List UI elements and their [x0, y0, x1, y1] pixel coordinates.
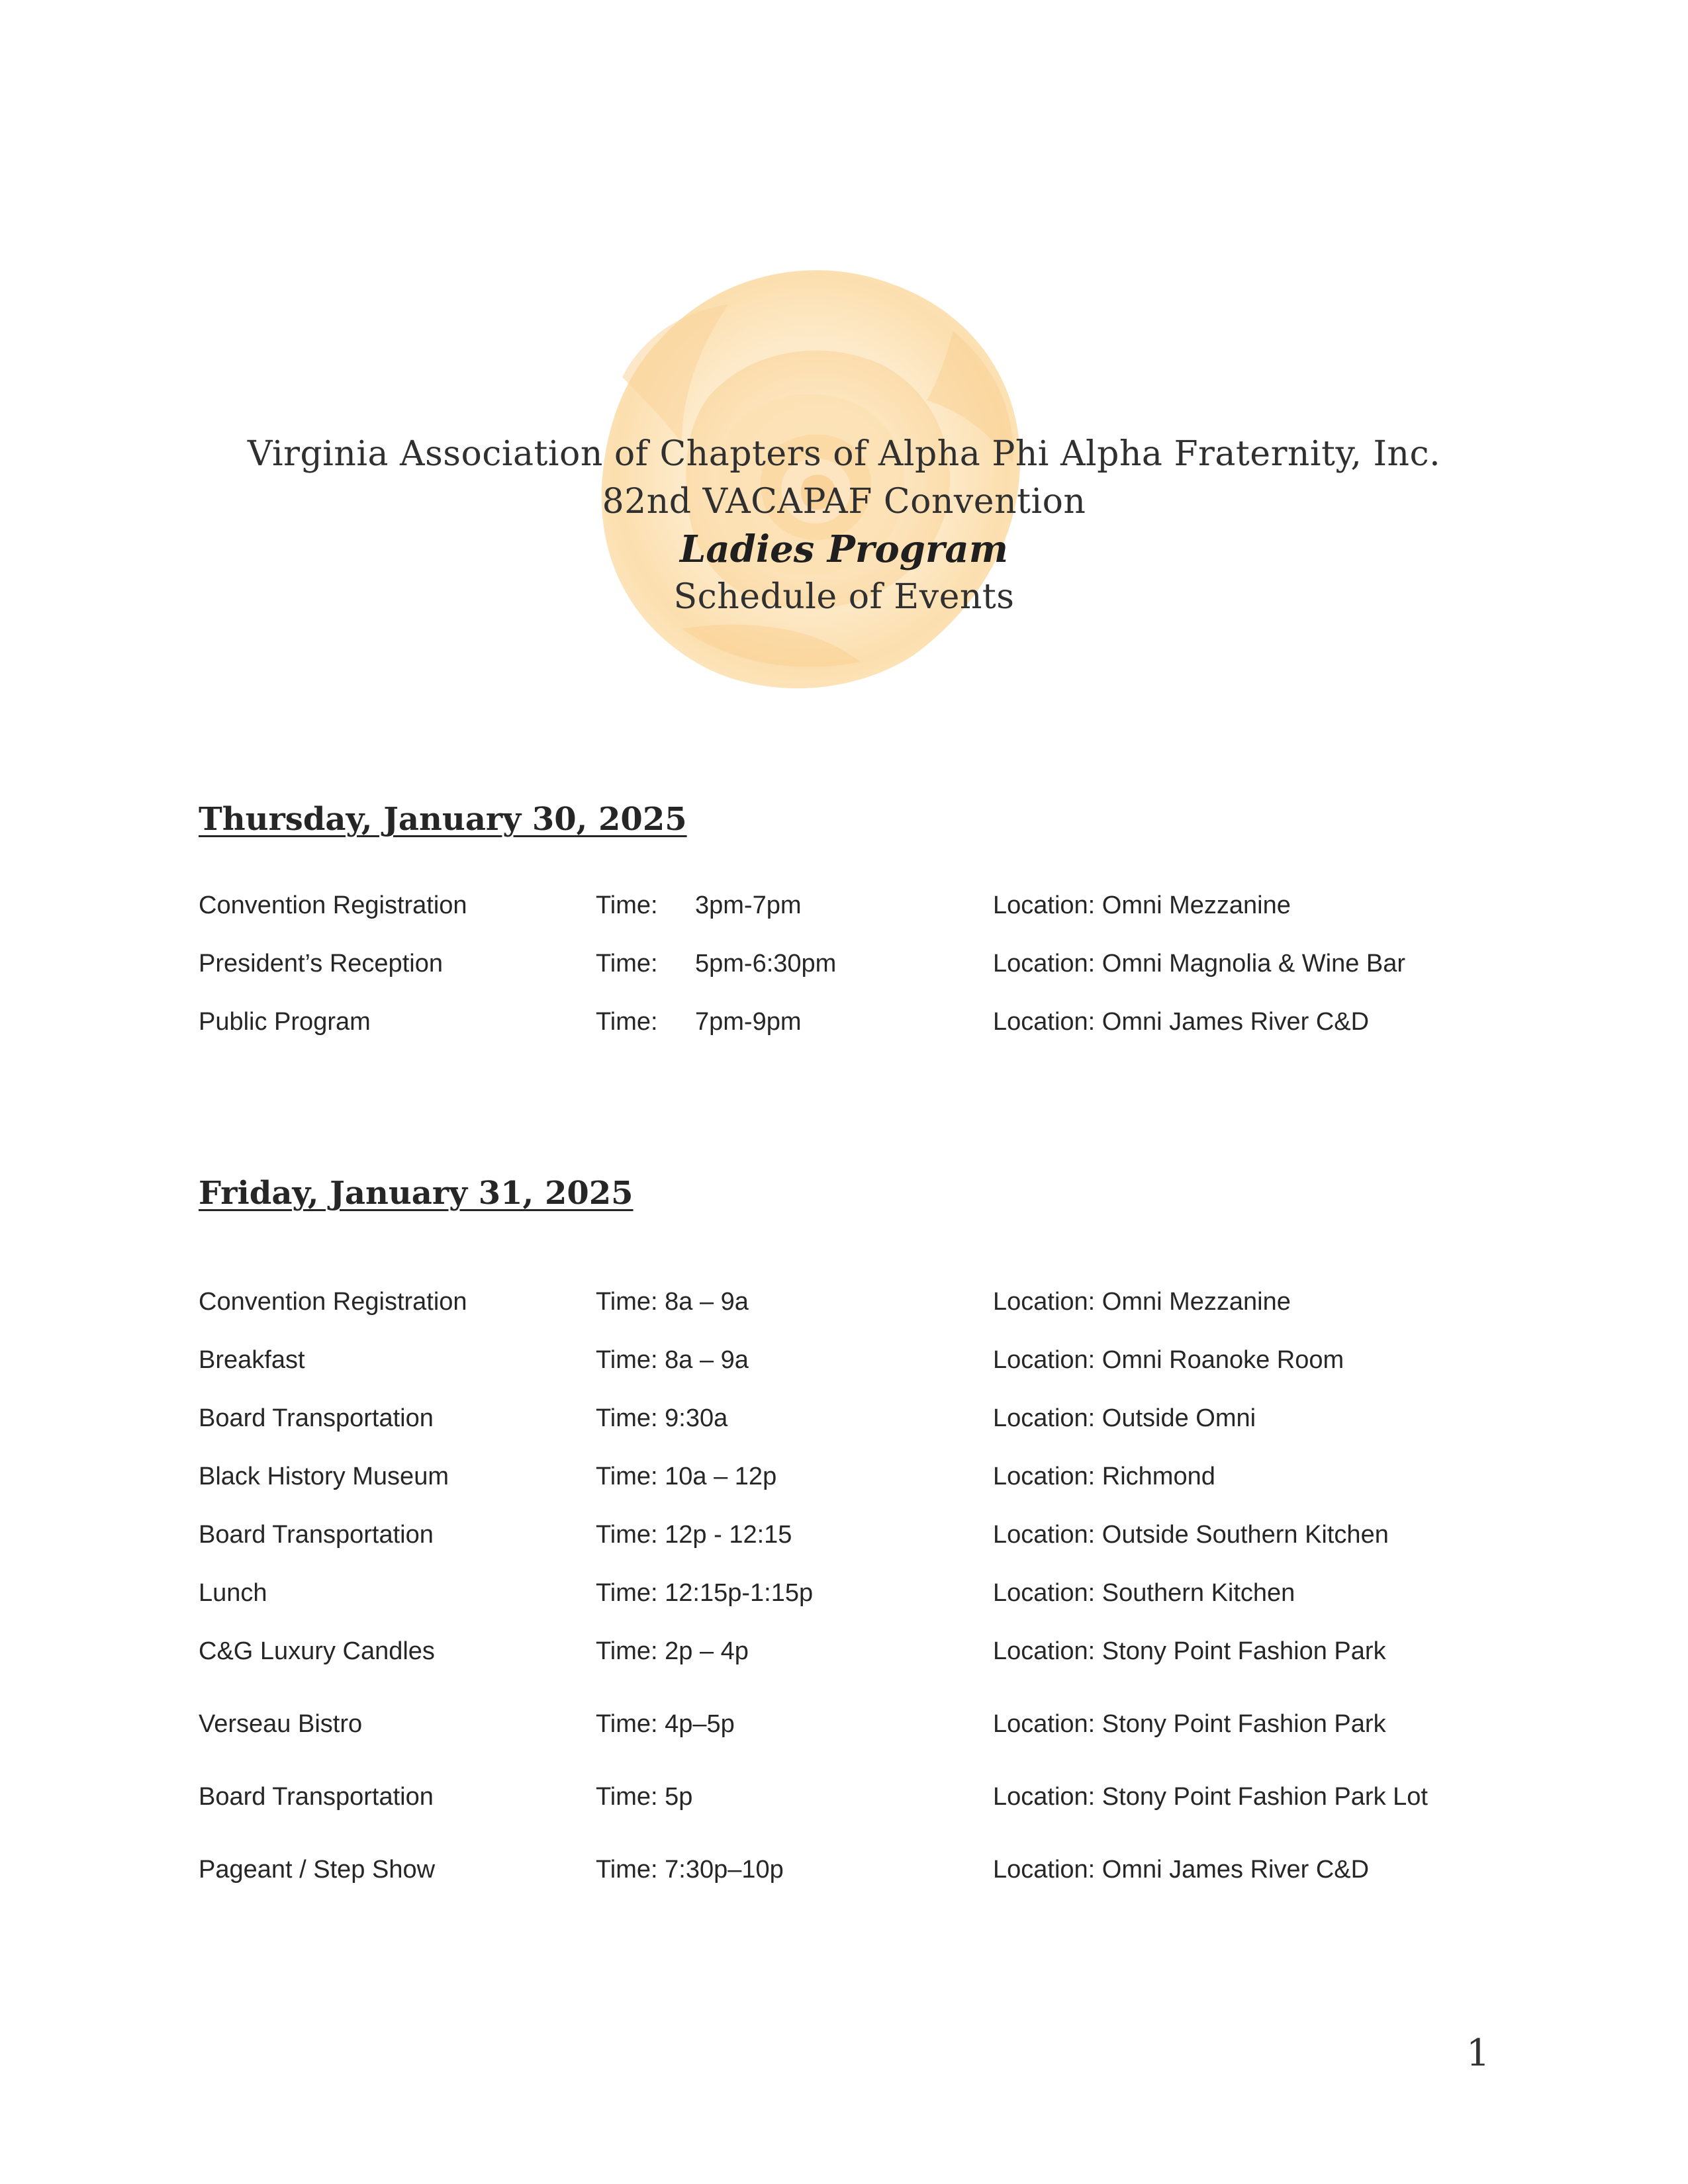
thursday-heading: Thursday, January 30, 2025 [199, 801, 687, 838]
event-name: Lunch [199, 1579, 267, 1607]
program-title: Ladies Program [680, 527, 1008, 571]
event-time: Time: 9:30a [596, 1404, 728, 1432]
event-location: Location: Omni Mezzanine [993, 891, 1291, 919]
event-location: Location: Southern Kitchen [993, 1579, 1295, 1607]
table-row [199, 950, 1489, 989]
time-label: Time: [596, 950, 658, 978]
event-time: 3pm-7pm [695, 891, 802, 919]
event-time: Time: 7:30p–10p [596, 1856, 784, 1884]
event-location: Location: Richmond [993, 1463, 1215, 1490]
table-row [199, 1579, 1489, 1619]
event-location: Location: Omni Roanoke Room [993, 1346, 1344, 1374]
event-name: President’s Reception [199, 950, 443, 978]
event-time: Time: 8a – 9a [596, 1288, 749, 1316]
event-location: Location: Outside Southern Kitchen [993, 1521, 1389, 1549]
table-row [199, 1710, 1489, 1750]
event-name: Board Transportation [199, 1521, 434, 1549]
table-row [199, 1288, 1489, 1328]
convention-title: 82nd VACAPAF Convention [602, 482, 1086, 522]
event-name: Board Transportation [199, 1783, 434, 1811]
table-row [199, 891, 1489, 931]
document-header [0, 430, 1688, 621]
event-location: Location: Omni James River C&D [993, 1008, 1370, 1036]
event-time: Time: 5p [596, 1783, 693, 1811]
table-row [199, 1346, 1489, 1386]
event-name: Board Transportation [199, 1404, 434, 1432]
event-time: Time: 12p - 12:15 [596, 1521, 792, 1549]
event-name: Breakfast [199, 1346, 305, 1374]
table-row [199, 1783, 1489, 1823]
table-row [199, 1637, 1489, 1677]
event-location: Location: Omni James River C&D [993, 1856, 1370, 1884]
page-number: 1 [1466, 2032, 1490, 2075]
event-time: Time: 2p – 4p [596, 1637, 749, 1665]
event-time: 7pm-9pm [695, 1008, 802, 1036]
event-location: Location: Stony Point Fashion Park Lot [993, 1783, 1428, 1811]
event-location: Location: Omni Mezzanine [993, 1288, 1291, 1316]
event-time: Time: 10a – 12p [596, 1463, 777, 1490]
event-time: Time: 8a – 9a [596, 1346, 749, 1374]
table-row [199, 1856, 1489, 1895]
event-location: Location: Outside Omni [993, 1404, 1256, 1432]
event-location: Location: Omni Magnolia & Wine Bar [993, 950, 1406, 978]
event-time: Time: 12:15p-1:15p [596, 1579, 814, 1607]
event-name: Convention Registration [199, 891, 467, 919]
event-location: Location: Stony Point Fashion Park [993, 1637, 1386, 1665]
event-location: Location: Stony Point Fashion Park [993, 1710, 1386, 1738]
event-time: Time: 4p–5p [596, 1710, 735, 1738]
event-time: 5pm-6:30pm [695, 950, 837, 978]
event-name: Pageant / Step Show [199, 1856, 436, 1884]
event-name: Convention Registration [199, 1288, 467, 1316]
event-name: Verseau Bistro [199, 1710, 363, 1738]
event-name: Black History Museum [199, 1463, 449, 1490]
table-row [199, 1521, 1489, 1561]
event-name: Public Program [199, 1008, 371, 1036]
organization-title: Virginia Association of Chapters of Alpha Phi Alpha Fraternity, Inc. [247, 434, 1441, 474]
friday-heading: Friday, January 31, 2025 [199, 1175, 633, 1212]
table-row [199, 1463, 1489, 1502]
time-label: Time: [596, 1008, 658, 1036]
schedule-title: Schedule of Events [673, 577, 1015, 617]
table-row [199, 1008, 1489, 1048]
event-name: C&G Luxury Candles [199, 1637, 435, 1665]
time-label: Time: [596, 891, 658, 919]
table-row [199, 1404, 1489, 1444]
